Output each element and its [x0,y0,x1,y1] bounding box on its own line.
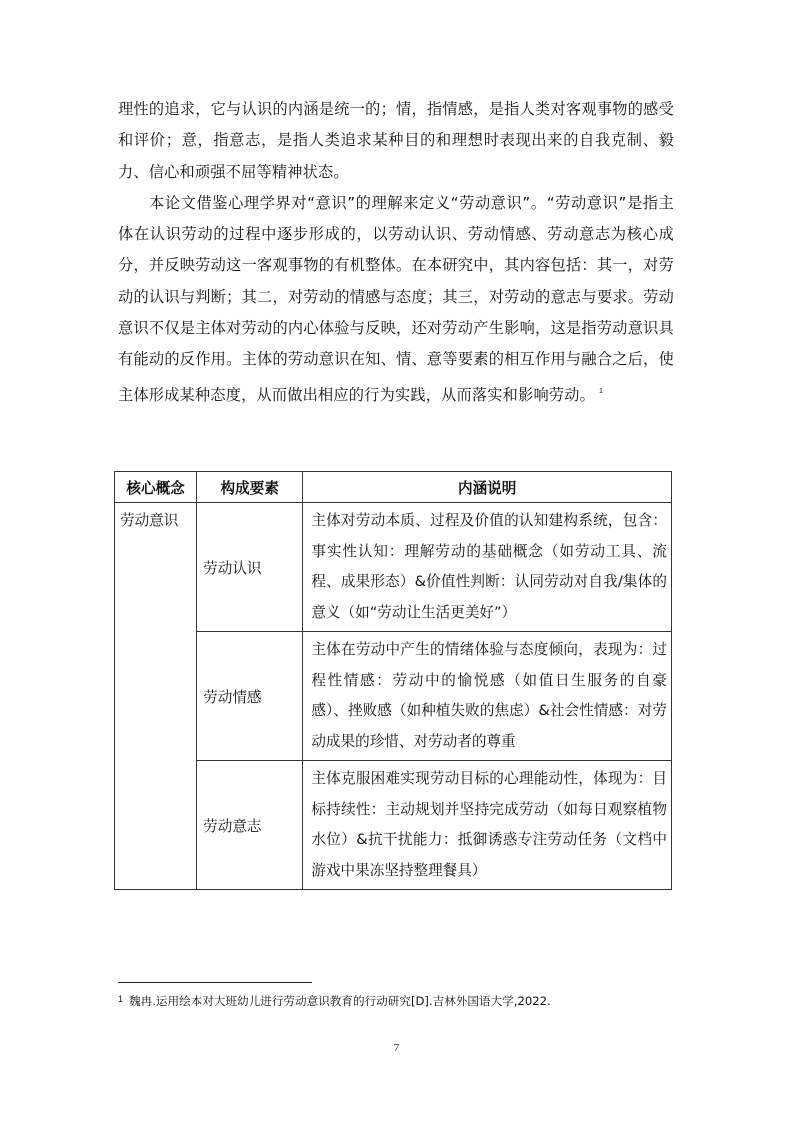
element-cell-cognition: 劳动认识 [197,503,303,632]
paragraph-2 [118,188,674,411]
concept-cell: 劳动意识 [115,503,197,890]
header-description: 内涵说明 [303,472,672,503]
element-cell-will: 劳动意志 [197,761,303,890]
body-text [118,94,674,411]
table-row [115,503,672,632]
footnote-number: 1 [118,994,124,1004]
footnote-separator [118,982,312,983]
header-elements: 构成要素 [197,472,303,503]
footnote [118,991,678,1009]
description-cell-emotion: 主体在劳动中产生的情绪体验与态度倾向，表现为：过程性情感：劳动中的愉悦感（如值日生服务的自豪感）、挫败感（如种植失败的焦虑）&社会性情感：对劳动成果的珍惜、对劳动者的尊重 [303,632,672,761]
description-cell-cognition: 主体对劳动本质、过程及价值的认知建构系统，包含：事实性认知：理解劳动的基础概念（如劳动工具、流程、成果形态）&价值性判断：认同劳动对自我/集体的意义（如“劳动让生活更美好”） [303,503,672,632]
paragraph-1: 理性的追求，它与认识的内涵是统一的；情，指情感，是指人类对客观事物的感受和评价；意，指意志，是指人类追求某种目的和理想时表现出来的自我克制、毅力、信心和顽强不屈等精神状态。 [118,100,674,181]
concept-table [114,471,672,890]
table-row [115,632,672,761]
footnote-text: 魏冉.运用绘本对大班幼儿进行劳动意识教育的行动研究[D].吉林外国语大学,2022. [129,994,551,1008]
element-cell-emotion: 劳动情感 [197,632,303,761]
header-core-concept: 核心概念 [115,472,197,503]
footnote-reference-mark[interactable]: 1 [599,387,604,395]
description-cell-will: 主体克服困难实现劳动目标的心理能动性，体现为：目标持续性：主动规划并坚持完成劳动（如每日观察植物水位）&抗干扰能力：抵御诱惑专注劳动任务（文档中游戏中果冻坚持整理餐具） [303,761,672,890]
table-header-row [115,472,672,503]
paragraph-2-text: 本论文借鉴心理学界对“意识”的理解来定义“劳动意识”。“劳动意识”是指主体在认识劳动的过程中逐步形成的，以劳动认识、劳动情感、劳动意志为核心成分，并反映劳动这一客观事物的有机整体。在本研究中，其内容包括：其一，对劳动的认识与判断；其二，对劳动的情感与态度；其三，对劳动的意志与要求。劳动意识不仅是主体对劳动的内心体验与反映，还对劳动产生影响，这是指劳动意识具有能动的反作用。主体的劳动意识在知、情、意等要素的相互作用与融合之后，使主体形成某种态度，从而做出相应的行为实践，从而落实和影响劳动。 [118,193,674,404]
page-number: 7 [393,1042,400,1054]
table-row [115,761,672,890]
